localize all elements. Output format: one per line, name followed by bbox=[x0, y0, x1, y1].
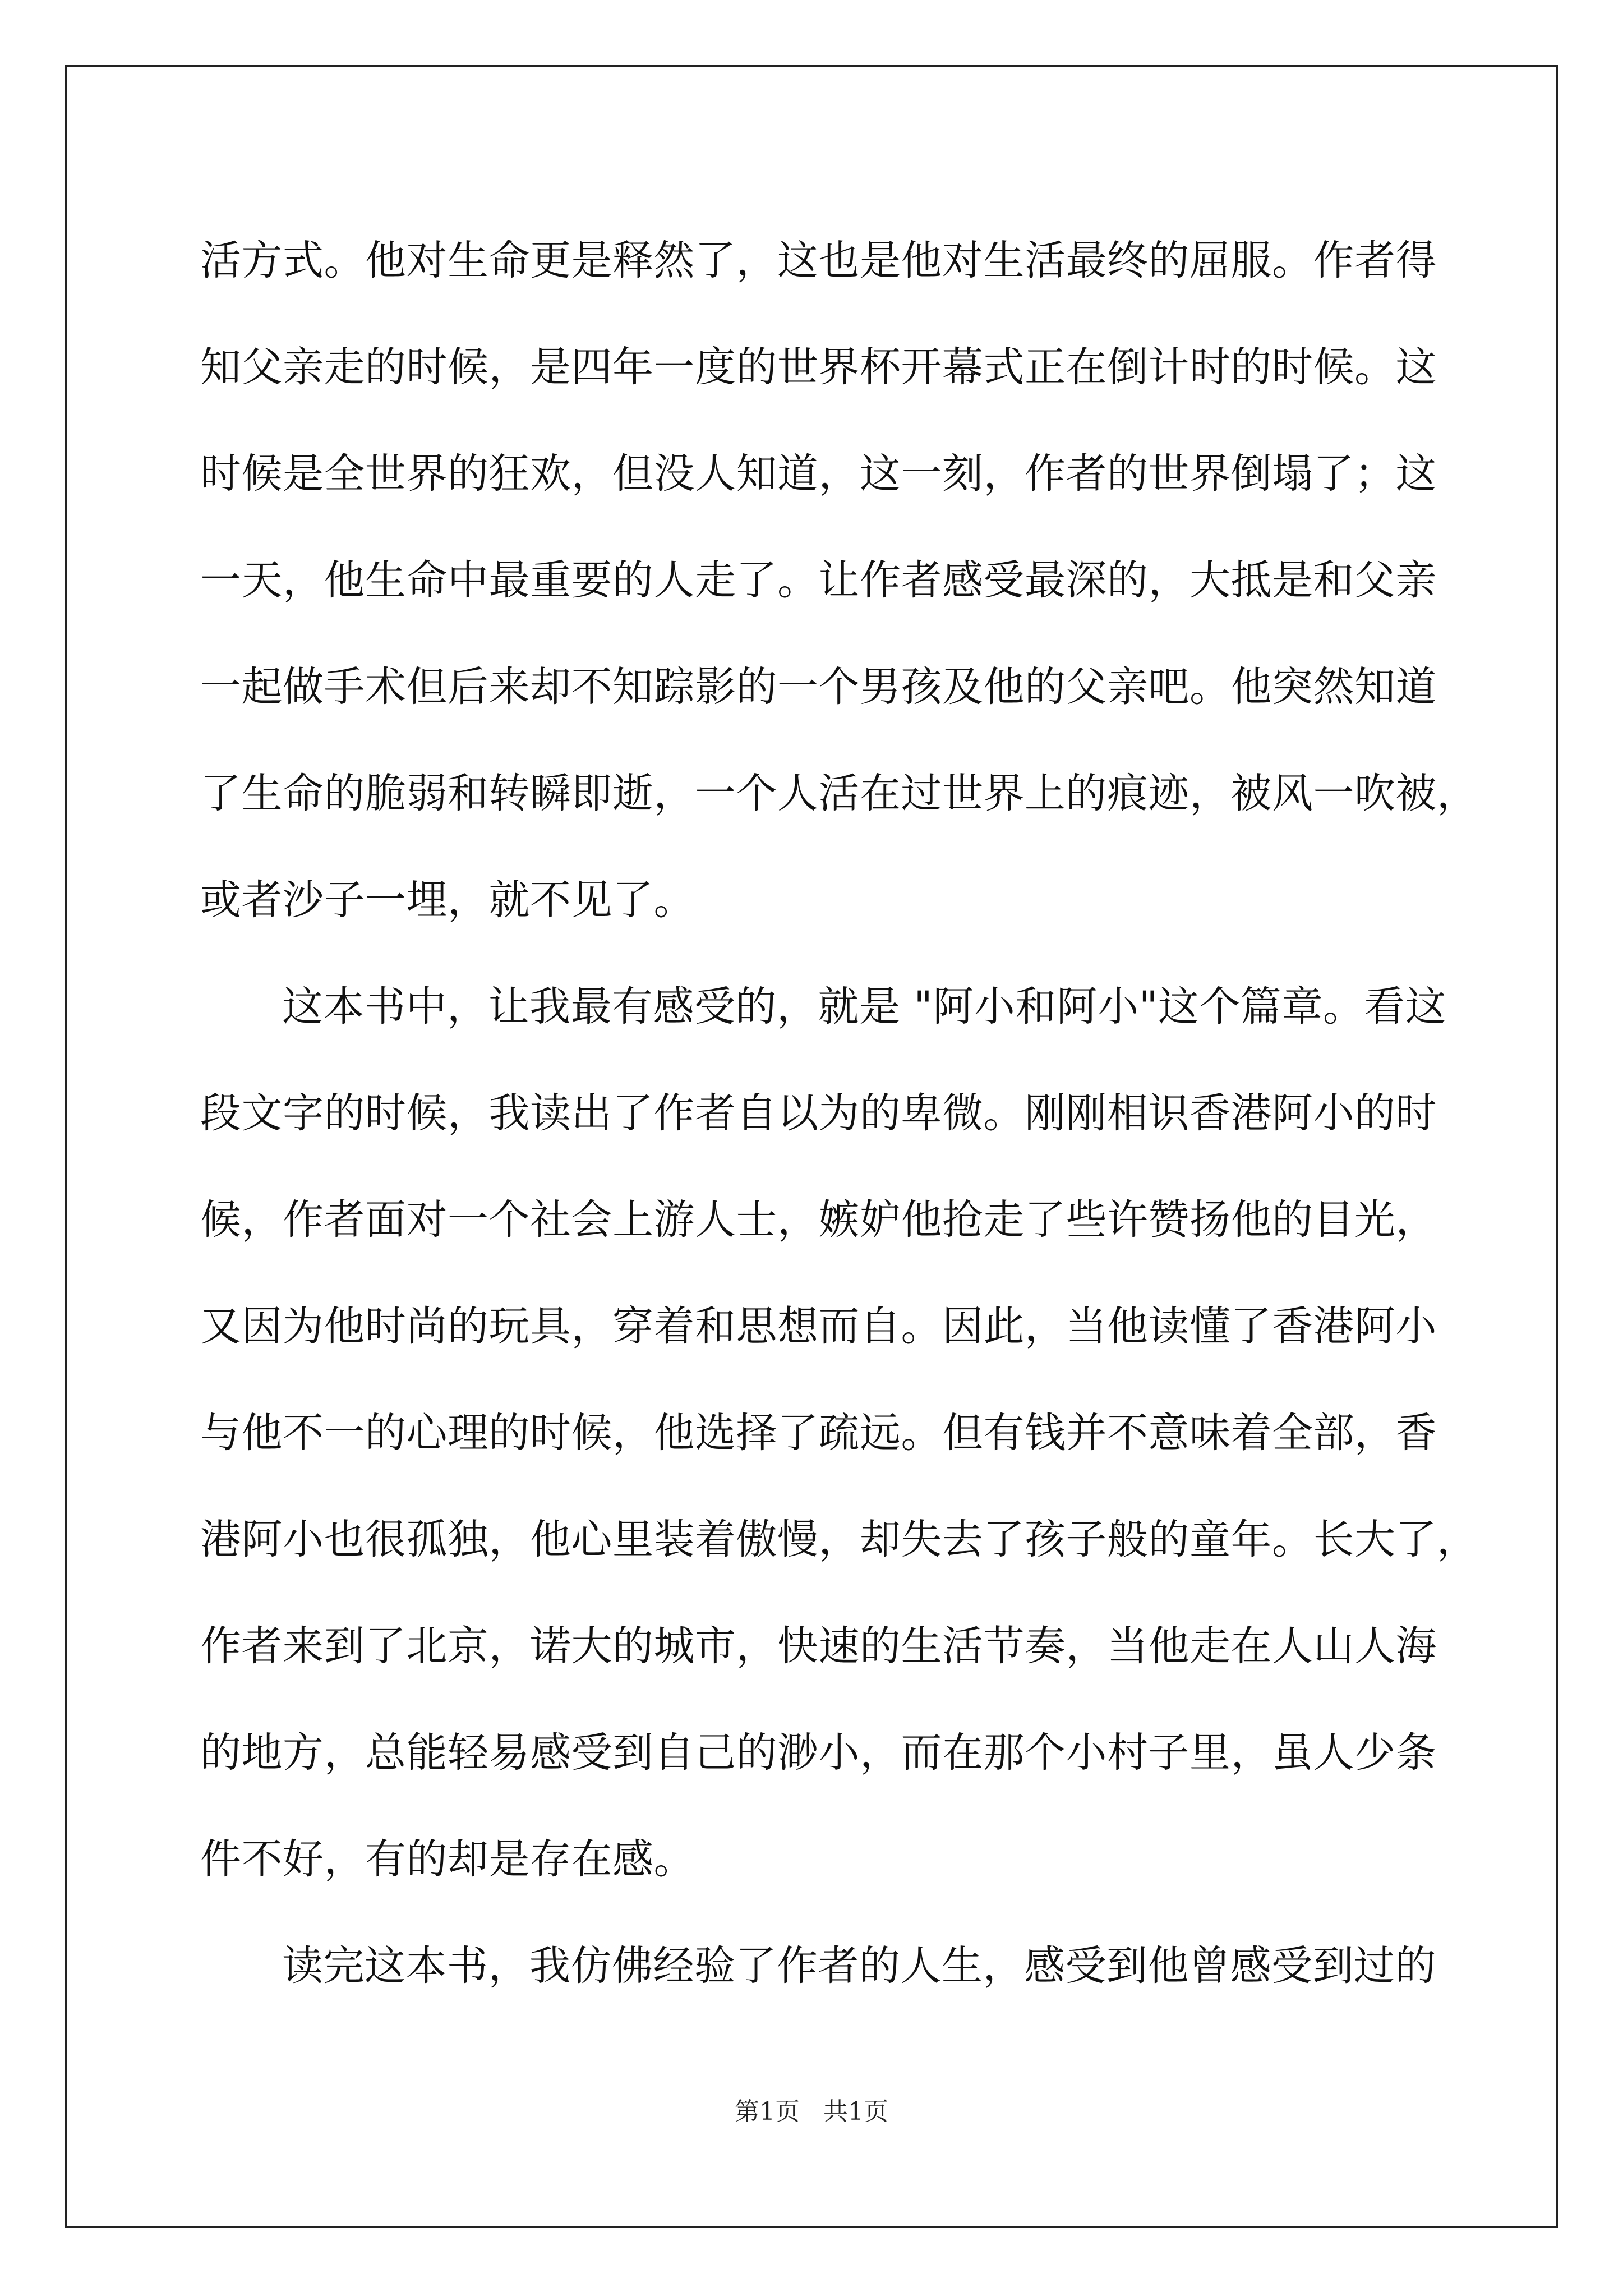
text-line: 的地方，总能轻易感受到自己的渺小，而在那个小村子里，虽人少条 bbox=[200, 1729, 1437, 1777]
text-line: 了生命的脆弱和转瞬即逝，一个人活在过世界上的痕迹，被风一吹被， bbox=[200, 770, 1478, 817]
text-line: 一起做手术但后来却不知踪影的一个男孩及他的父亲吧。他突然知道 bbox=[200, 663, 1437, 711]
text-line: 又因为他时尚的玩具，穿着和思想而自。因此，当他读懂了香港阿小 bbox=[200, 1303, 1437, 1350]
page-count: 共1页 bbox=[823, 2097, 888, 2126]
text-line: 作者来到了北京，诺大的城市，快速的生活节奏，当他走在人山人海 bbox=[200, 1622, 1437, 1670]
text-line: 或者沙子一埋，就不见了。 bbox=[200, 876, 695, 924]
text-line: 段文字的时候，我读出了作者自以为的卑微。刚刚相识香港阿小的时 bbox=[200, 1089, 1437, 1137]
document-body bbox=[200, 208, 1478, 2019]
text-line: 一天，他生命中最重要的人走了。让作者感受最深的，大抵是和父亲 bbox=[200, 556, 1437, 604]
text-line: 知父亲走的时候，是四年一度的世界杯开幕式正在倒计时的时候。这 bbox=[200, 343, 1437, 391]
text-line: 候，作者面对一个社会上游人士，嫉妒他抢走了些许赞扬他的目光， bbox=[200, 1196, 1437, 1244]
text-line: 件不好，有的却是存在感。 bbox=[200, 1835, 695, 1883]
text-line: 活方式。他对生命更是释然了，这也是他对生活最终的屈服。作者得 bbox=[200, 237, 1437, 284]
page-footer bbox=[0, 2095, 1623, 2129]
text-line: 与他不一的心理的时候，他选择了疏远。但有钱并不意味着全部，香 bbox=[200, 1409, 1437, 1457]
text-line: 港阿小也很孤独，他心里装着傲慢，却失去了孩子般的童年。长大了， bbox=[200, 1516, 1478, 1563]
page-number: 第1页 bbox=[735, 2097, 800, 2126]
paragraph-first-line: 这本书中，让我最有感受的，就是 "阿小和阿小"这个篇章。看这 bbox=[282, 983, 1447, 1030]
text-line: 时候是全世界的狂欢，但没人知道，这一刻，作者的世界倒塌了；这 bbox=[200, 450, 1437, 498]
paragraph-first-line: 读完这本书，我仿佛经验了作者的人生，感受到他曾感受到过的 bbox=[282, 1942, 1436, 1990]
